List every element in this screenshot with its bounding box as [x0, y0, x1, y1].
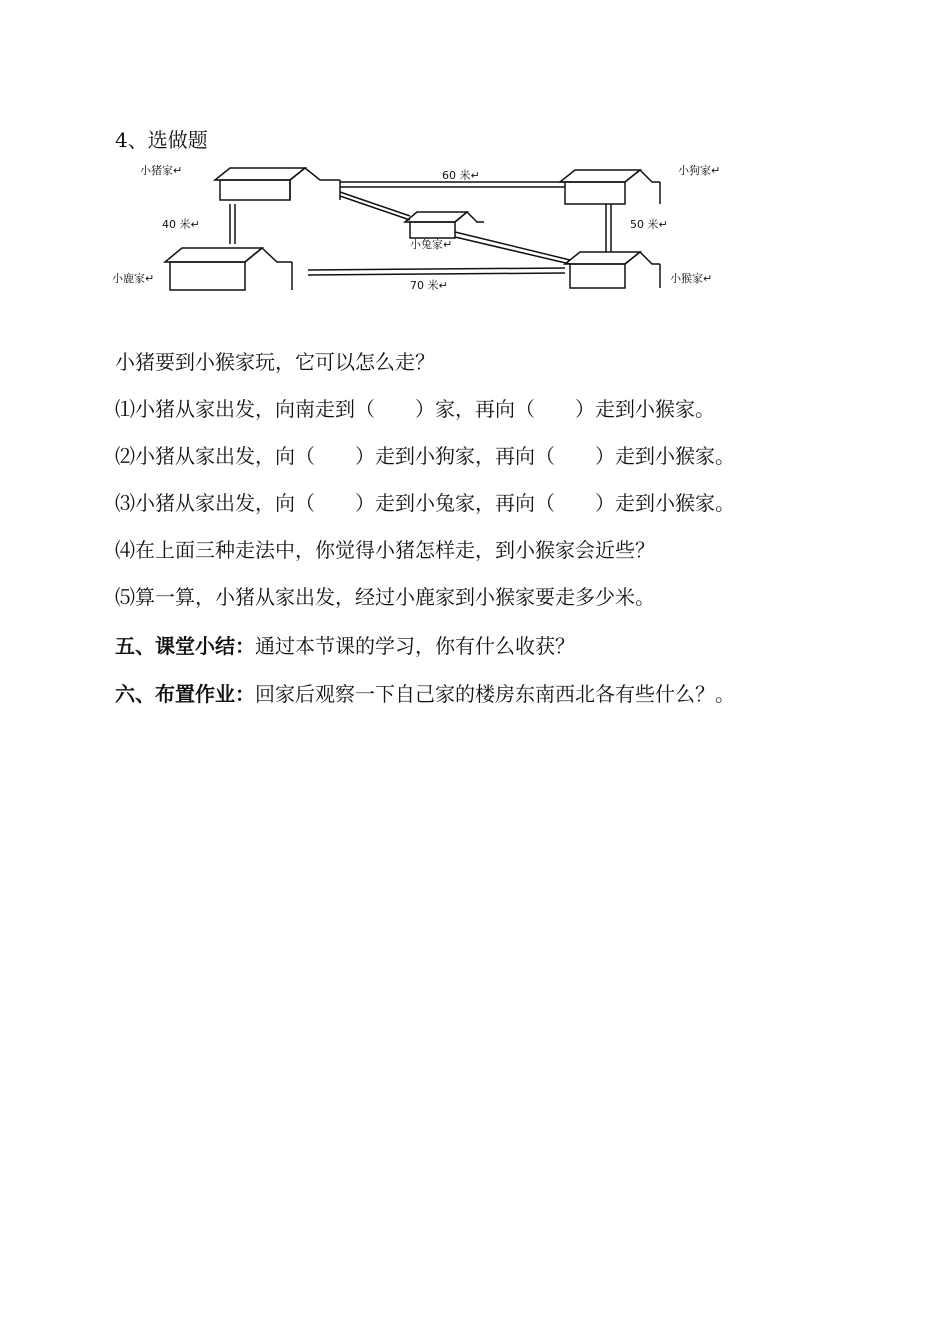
- pig-house-label: 小猪家↵: [140, 164, 183, 177]
- homework-section: [115, 678, 735, 707]
- monkey-house-icon: [565, 252, 660, 288]
- rabbit-house-icon: [405, 212, 484, 238]
- pig-house-icon: [215, 168, 340, 200]
- distance-pig-dog: 60 米↵: [442, 169, 480, 182]
- dog-house-label: 小狗家↵: [678, 164, 721, 177]
- summary-label: 五、课堂小结：: [115, 634, 255, 658]
- distance-dog-monkey: 50 米↵: [630, 218, 668, 231]
- exercise-heading: 4、选做题: [115, 128, 208, 152]
- deer-house-label: 小鹿家↵: [112, 272, 155, 285]
- question-item-2: ⑵小猪从家出发，向（ ）走到小狗家，再向（ ）走到小猴家。: [115, 444, 735, 468]
- distance-deer-monkey: 70 米↵: [410, 279, 448, 292]
- monkey-house-label: 小猴家↵: [670, 272, 713, 285]
- dog-house-icon: [560, 170, 660, 204]
- question-item-3: ⑶小猪从家出发，向（ ）走到小兔家，再向（ ）走到小猴家。: [115, 491, 735, 515]
- rabbit-house-label: 小兔家↵: [410, 238, 453, 251]
- summary-text: 通过本节课的学习，你有什么收获？: [255, 634, 575, 658]
- distance-pig-deer: 40 米↵: [162, 218, 200, 231]
- summary-section: [115, 630, 575, 659]
- deer-house-icon: [165, 248, 292, 290]
- homework-text: 回家后观察一下自己家的楼房东南西北各有些什么？。: [255, 682, 735, 706]
- houses-map-diagram: [110, 160, 760, 310]
- question-item-4: ⑷在上面三种走法中，你觉得小猪怎样走，到小猴家会近些？: [115, 538, 655, 562]
- question-text: 小猪要到小猴家玩，它可以怎么走？: [115, 350, 435, 374]
- question-item-1: ⑴小猪从家出发，向南走到（ ）家，再向（ ）走到小猴家。: [115, 397, 715, 421]
- paths: [230, 182, 611, 275]
- question-item-5: ⑸算一算，小猪从家出发，经过小鹿家到小猴家要走多少米。: [115, 585, 655, 609]
- homework-label: 六、布置作业：: [115, 682, 255, 706]
